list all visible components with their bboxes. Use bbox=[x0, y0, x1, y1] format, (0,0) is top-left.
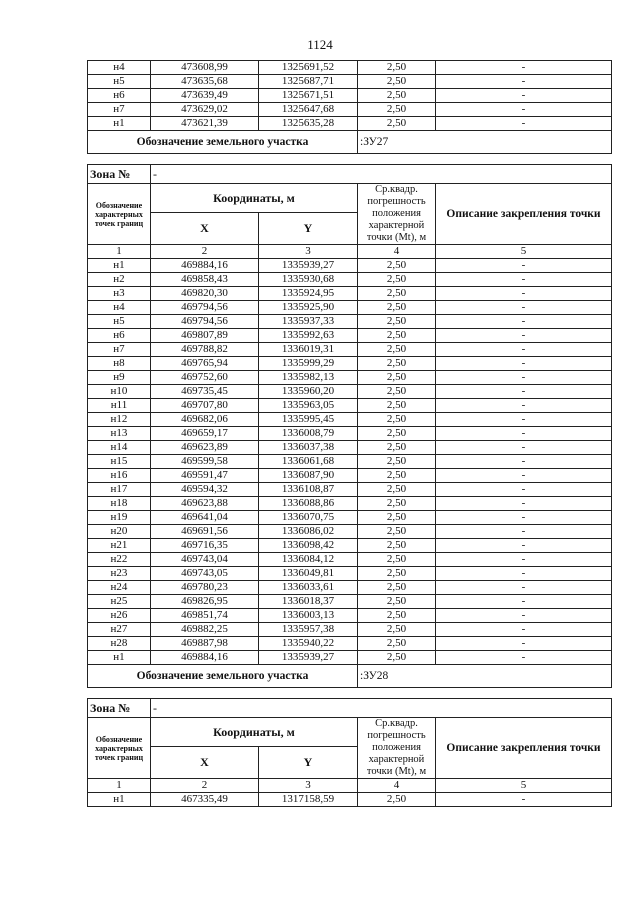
coord-y: 1325647,68 bbox=[259, 103, 358, 117]
point-id: н5 bbox=[88, 315, 151, 329]
coord-x: 469794,56 bbox=[151, 315, 259, 329]
coord-x: 469623,88 bbox=[151, 497, 259, 511]
description: - bbox=[436, 315, 612, 329]
table-row bbox=[88, 259, 612, 273]
parcel-id: :ЗУ28 bbox=[358, 665, 612, 688]
point-id: н14 bbox=[88, 441, 151, 455]
coord-x: 469851,74 bbox=[151, 609, 259, 623]
error-value: 2,50 bbox=[358, 259, 436, 273]
col-num: 2 bbox=[151, 245, 259, 259]
error-value: 2,50 bbox=[358, 427, 436, 441]
table-row bbox=[88, 315, 612, 329]
coord-x: 469641,04 bbox=[151, 511, 259, 525]
error-value: 2,50 bbox=[358, 287, 436, 301]
table-row bbox=[88, 525, 612, 539]
coord-y: 1336108,87 bbox=[259, 483, 358, 497]
coord-x: 469659,17 bbox=[151, 427, 259, 441]
parcel-zu28-section bbox=[88, 665, 612, 793]
error-value: 2,50 bbox=[358, 553, 436, 567]
point-id: н4 bbox=[88, 301, 151, 315]
header-description: Описание закрепления точки bbox=[436, 718, 612, 779]
table-row bbox=[88, 371, 612, 385]
point-id: н12 bbox=[88, 413, 151, 427]
description: - bbox=[436, 609, 612, 623]
coord-x: 469691,56 bbox=[151, 525, 259, 539]
description: - bbox=[436, 511, 612, 525]
header-x: X bbox=[151, 213, 259, 245]
table-row bbox=[88, 455, 612, 469]
description: - bbox=[436, 793, 612, 807]
table-row bbox=[88, 89, 612, 103]
table-row bbox=[88, 399, 612, 413]
coord-x: 469735,45 bbox=[151, 385, 259, 399]
error-value: 2,50 bbox=[358, 413, 436, 427]
header-y: Y bbox=[259, 747, 358, 779]
description: - bbox=[436, 595, 612, 609]
coord-x: 469794,56 bbox=[151, 301, 259, 315]
error-value: 2,50 bbox=[358, 61, 436, 75]
table-row bbox=[88, 469, 612, 483]
coord-y: 1335939,27 bbox=[259, 651, 358, 665]
error-value: 2,50 bbox=[358, 609, 436, 623]
error-value: 2,50 bbox=[358, 75, 436, 89]
coord-x: 469707,80 bbox=[151, 399, 259, 413]
description: - bbox=[436, 103, 612, 117]
coord-y: 1336084,12 bbox=[259, 553, 358, 567]
coord-x: 469788,82 bbox=[151, 343, 259, 357]
coord-y: 1335982,13 bbox=[259, 371, 358, 385]
header-point: Обозначение характерных точек границ bbox=[88, 718, 151, 779]
error-value: 2,50 bbox=[358, 497, 436, 511]
coord-x: 469884,16 bbox=[151, 651, 259, 665]
description: - bbox=[436, 441, 612, 455]
col-num: 4 bbox=[358, 245, 436, 259]
point-id: н8 bbox=[88, 357, 151, 371]
description: - bbox=[436, 553, 612, 567]
col-num: 5 bbox=[436, 779, 612, 793]
coord-x: 473629,02 bbox=[151, 103, 259, 117]
coord-y: 1335939,27 bbox=[259, 259, 358, 273]
coordinates-sheet bbox=[87, 60, 611, 807]
error-value: 2,50 bbox=[358, 595, 436, 609]
error-value: 2,50 bbox=[358, 343, 436, 357]
col-num: 1 bbox=[88, 245, 151, 259]
point-id: н26 bbox=[88, 609, 151, 623]
error-value: 2,50 bbox=[358, 567, 436, 581]
error-value: 2,50 bbox=[358, 315, 436, 329]
description: - bbox=[436, 61, 612, 75]
table-row bbox=[88, 103, 612, 117]
point-id: н10 bbox=[88, 385, 151, 399]
table-row bbox=[88, 539, 612, 553]
coord-y: 1336033,61 bbox=[259, 581, 358, 595]
coord-y: 1336019,31 bbox=[259, 343, 358, 357]
coord-y: 1325635,28 bbox=[259, 117, 358, 131]
error-value: 2,50 bbox=[358, 357, 436, 371]
description: - bbox=[436, 623, 612, 637]
point-id: н4 bbox=[88, 61, 151, 75]
coord-y: 1335930,68 bbox=[259, 273, 358, 287]
error-value: 2,50 bbox=[358, 441, 436, 455]
coord-y: 1335940,22 bbox=[259, 637, 358, 651]
coord-x: 469820,30 bbox=[151, 287, 259, 301]
point-id: н17 bbox=[88, 483, 151, 497]
error-value: 2,50 bbox=[358, 651, 436, 665]
error-value: 2,50 bbox=[358, 539, 436, 553]
point-id: н25 bbox=[88, 595, 151, 609]
point-id: н23 bbox=[88, 567, 151, 581]
table-row bbox=[88, 483, 612, 497]
header-description: Описание закрепления точки bbox=[436, 184, 612, 245]
table-row bbox=[88, 609, 612, 623]
coord-x: 469599,58 bbox=[151, 455, 259, 469]
error-value: 2,50 bbox=[358, 103, 436, 117]
coord-y: 1336037,38 bbox=[259, 441, 358, 455]
point-id: н7 bbox=[88, 343, 151, 357]
column-numbers-row bbox=[88, 779, 612, 793]
coord-x: 469743,05 bbox=[151, 567, 259, 581]
description: - bbox=[436, 371, 612, 385]
error-value: 2,50 bbox=[358, 511, 436, 525]
header-point: Обозначение характерных точек границ bbox=[88, 184, 151, 245]
zu28-rows bbox=[88, 793, 612, 807]
description: - bbox=[436, 301, 612, 315]
coord-x: 469623,89 bbox=[151, 441, 259, 455]
table-row bbox=[88, 637, 612, 651]
table-row bbox=[88, 413, 612, 427]
zone-label: Зона № bbox=[88, 165, 151, 184]
description: - bbox=[436, 89, 612, 103]
point-id: н1 bbox=[88, 793, 151, 807]
table-row bbox=[88, 623, 612, 637]
description: - bbox=[436, 259, 612, 273]
coord-y: 1336061,68 bbox=[259, 455, 358, 469]
point-id: н9 bbox=[88, 371, 151, 385]
zu27-rows bbox=[88, 259, 612, 665]
point-id: н5 bbox=[88, 75, 151, 89]
col-num: 5 bbox=[436, 245, 612, 259]
coord-y: 1336070,75 bbox=[259, 511, 358, 525]
error-value: 2,50 bbox=[358, 483, 436, 497]
coord-x: 473635,68 bbox=[151, 75, 259, 89]
description: - bbox=[436, 651, 612, 665]
parcel-id: :ЗУ27 bbox=[358, 131, 612, 154]
point-id: н1 bbox=[88, 651, 151, 665]
description: - bbox=[436, 329, 612, 343]
coord-y: 1335995,45 bbox=[259, 413, 358, 427]
table-row bbox=[88, 793, 612, 807]
parcel-label: Обозначение земельного участка bbox=[88, 665, 358, 688]
header-x: X bbox=[151, 747, 259, 779]
table-row bbox=[88, 581, 612, 595]
description: - bbox=[436, 357, 612, 371]
description: - bbox=[436, 581, 612, 595]
coord-y: 1325671,51 bbox=[259, 89, 358, 103]
error-value: 2,50 bbox=[358, 329, 436, 343]
coord-y: 1336088,86 bbox=[259, 497, 358, 511]
col-num: 1 bbox=[88, 779, 151, 793]
description: - bbox=[436, 385, 612, 399]
coord-x: 473608,99 bbox=[151, 61, 259, 75]
description: - bbox=[436, 455, 612, 469]
coord-y: 1325691,52 bbox=[259, 61, 358, 75]
coord-y: 1336018,37 bbox=[259, 595, 358, 609]
table-row bbox=[88, 75, 612, 89]
error-value: 2,50 bbox=[358, 385, 436, 399]
table-row bbox=[88, 273, 612, 287]
coord-y: 1325687,71 bbox=[259, 75, 358, 89]
point-id: н18 bbox=[88, 497, 151, 511]
table-row bbox=[88, 61, 612, 75]
coord-y: 1335925,90 bbox=[259, 301, 358, 315]
zone-value: - bbox=[151, 165, 612, 184]
point-id: н2 bbox=[88, 273, 151, 287]
spacer-row bbox=[88, 688, 612, 699]
coord-y: 1335957,38 bbox=[259, 623, 358, 637]
error-value: 2,50 bbox=[358, 89, 436, 103]
table-row bbox=[88, 287, 612, 301]
point-id: н28 bbox=[88, 637, 151, 651]
zone-value: - bbox=[151, 699, 612, 718]
description: - bbox=[436, 539, 612, 553]
point-id: н24 bbox=[88, 581, 151, 595]
description: - bbox=[436, 399, 612, 413]
table-row bbox=[88, 441, 612, 455]
coord-x: 469884,16 bbox=[151, 259, 259, 273]
coord-y: 1335992,63 bbox=[259, 329, 358, 343]
description: - bbox=[436, 273, 612, 287]
error-value: 2,50 bbox=[358, 581, 436, 595]
table-row bbox=[88, 511, 612, 525]
point-id: н11 bbox=[88, 399, 151, 413]
coord-y: 1336086,02 bbox=[259, 525, 358, 539]
col-num: 3 bbox=[259, 779, 358, 793]
parcel-zu27-section bbox=[88, 131, 612, 259]
point-id: н15 bbox=[88, 455, 151, 469]
header-error: Ср.квадр. погрешность положения характерной точки (Mt), м bbox=[358, 184, 436, 245]
spacer-row bbox=[88, 154, 612, 165]
table-row bbox=[88, 595, 612, 609]
parcel-label: Обозначение земельного участка bbox=[88, 131, 358, 154]
error-value: 2,50 bbox=[358, 469, 436, 483]
coord-x: 469882,25 bbox=[151, 623, 259, 637]
header-error: Ср.квадр. погрешность положения характерной точки (Mt), м bbox=[358, 718, 436, 779]
point-id: н22 bbox=[88, 553, 151, 567]
coord-x: 473639,49 bbox=[151, 89, 259, 103]
coord-x: 469765,94 bbox=[151, 357, 259, 371]
description: - bbox=[436, 117, 612, 131]
error-value: 2,50 bbox=[358, 273, 436, 287]
error-value: 2,50 bbox=[358, 525, 436, 539]
coord-x: 469716,35 bbox=[151, 539, 259, 553]
point-id: н21 bbox=[88, 539, 151, 553]
coord-x: 469858,43 bbox=[151, 273, 259, 287]
coord-y: 1335963,05 bbox=[259, 399, 358, 413]
table-row bbox=[88, 385, 612, 399]
coord-y: 1335999,29 bbox=[259, 357, 358, 371]
point-id: н13 bbox=[88, 427, 151, 441]
coord-y: 1336087,90 bbox=[259, 469, 358, 483]
description: - bbox=[436, 287, 612, 301]
error-value: 2,50 bbox=[358, 371, 436, 385]
table-row bbox=[88, 651, 612, 665]
coord-x: 469743,04 bbox=[151, 553, 259, 567]
top-rows bbox=[88, 61, 612, 131]
page-number: 1124 bbox=[307, 37, 333, 52]
point-id: н3 bbox=[88, 287, 151, 301]
description: - bbox=[436, 637, 612, 651]
coord-x: 469752,60 bbox=[151, 371, 259, 385]
coord-y: 1335924,95 bbox=[259, 287, 358, 301]
description: - bbox=[436, 427, 612, 441]
error-value: 2,50 bbox=[358, 455, 436, 469]
header-coords: Координаты, м bbox=[151, 184, 358, 213]
coord-x: 473621,39 bbox=[151, 117, 259, 131]
point-id: н16 bbox=[88, 469, 151, 483]
coord-y: 1336049,81 bbox=[259, 567, 358, 581]
description: - bbox=[436, 567, 612, 581]
error-value: 2,50 bbox=[358, 623, 436, 637]
coord-y: 1336008,79 bbox=[259, 427, 358, 441]
header-coords: Координаты, м bbox=[151, 718, 358, 747]
table-row bbox=[88, 497, 612, 511]
description: - bbox=[436, 469, 612, 483]
error-value: 2,50 bbox=[358, 117, 436, 131]
coord-y: 1335960,20 bbox=[259, 385, 358, 399]
coord-y: 1336098,42 bbox=[259, 539, 358, 553]
table-row bbox=[88, 117, 612, 131]
error-value: 2,50 bbox=[358, 793, 436, 807]
point-id: н6 bbox=[88, 89, 151, 103]
description: - bbox=[436, 413, 612, 427]
col-num: 4 bbox=[358, 779, 436, 793]
zone-label: Зона № bbox=[88, 699, 151, 718]
coord-x: 469887,98 bbox=[151, 637, 259, 651]
description: - bbox=[436, 525, 612, 539]
col-num: 3 bbox=[259, 245, 358, 259]
point-id: н20 bbox=[88, 525, 151, 539]
point-id: н19 bbox=[88, 511, 151, 525]
table-row bbox=[88, 301, 612, 315]
coord-x: 467335,49 bbox=[151, 793, 259, 807]
point-id: н1 bbox=[88, 259, 151, 273]
col-num: 2 bbox=[151, 779, 259, 793]
error-value: 2,50 bbox=[358, 399, 436, 413]
point-id: н27 bbox=[88, 623, 151, 637]
description: - bbox=[436, 483, 612, 497]
point-id: н7 bbox=[88, 103, 151, 117]
table-row bbox=[88, 567, 612, 581]
table-row bbox=[88, 427, 612, 441]
header-y: Y bbox=[259, 213, 358, 245]
coord-x: 469682,06 bbox=[151, 413, 259, 427]
coord-x: 469780,23 bbox=[151, 581, 259, 595]
coord-x: 469826,95 bbox=[151, 595, 259, 609]
column-numbers-row bbox=[88, 245, 612, 259]
coord-x: 469594,32 bbox=[151, 483, 259, 497]
coordinates-table bbox=[87, 60, 612, 807]
table-row bbox=[88, 357, 612, 371]
error-value: 2,50 bbox=[358, 301, 436, 315]
coord-x: 469807,89 bbox=[151, 329, 259, 343]
table-row bbox=[88, 329, 612, 343]
point-id: н6 bbox=[88, 329, 151, 343]
coord-y: 1336003,13 bbox=[259, 609, 358, 623]
point-id: н1 bbox=[88, 117, 151, 131]
table-row bbox=[88, 553, 612, 567]
coord-y: 1317158,59 bbox=[259, 793, 358, 807]
description: - bbox=[436, 497, 612, 511]
error-value: 2,50 bbox=[358, 637, 436, 651]
description: - bbox=[436, 343, 612, 357]
table-row bbox=[88, 343, 612, 357]
coord-x: 469591,47 bbox=[151, 469, 259, 483]
description: - bbox=[436, 75, 612, 89]
coord-y: 1335937,33 bbox=[259, 315, 358, 329]
